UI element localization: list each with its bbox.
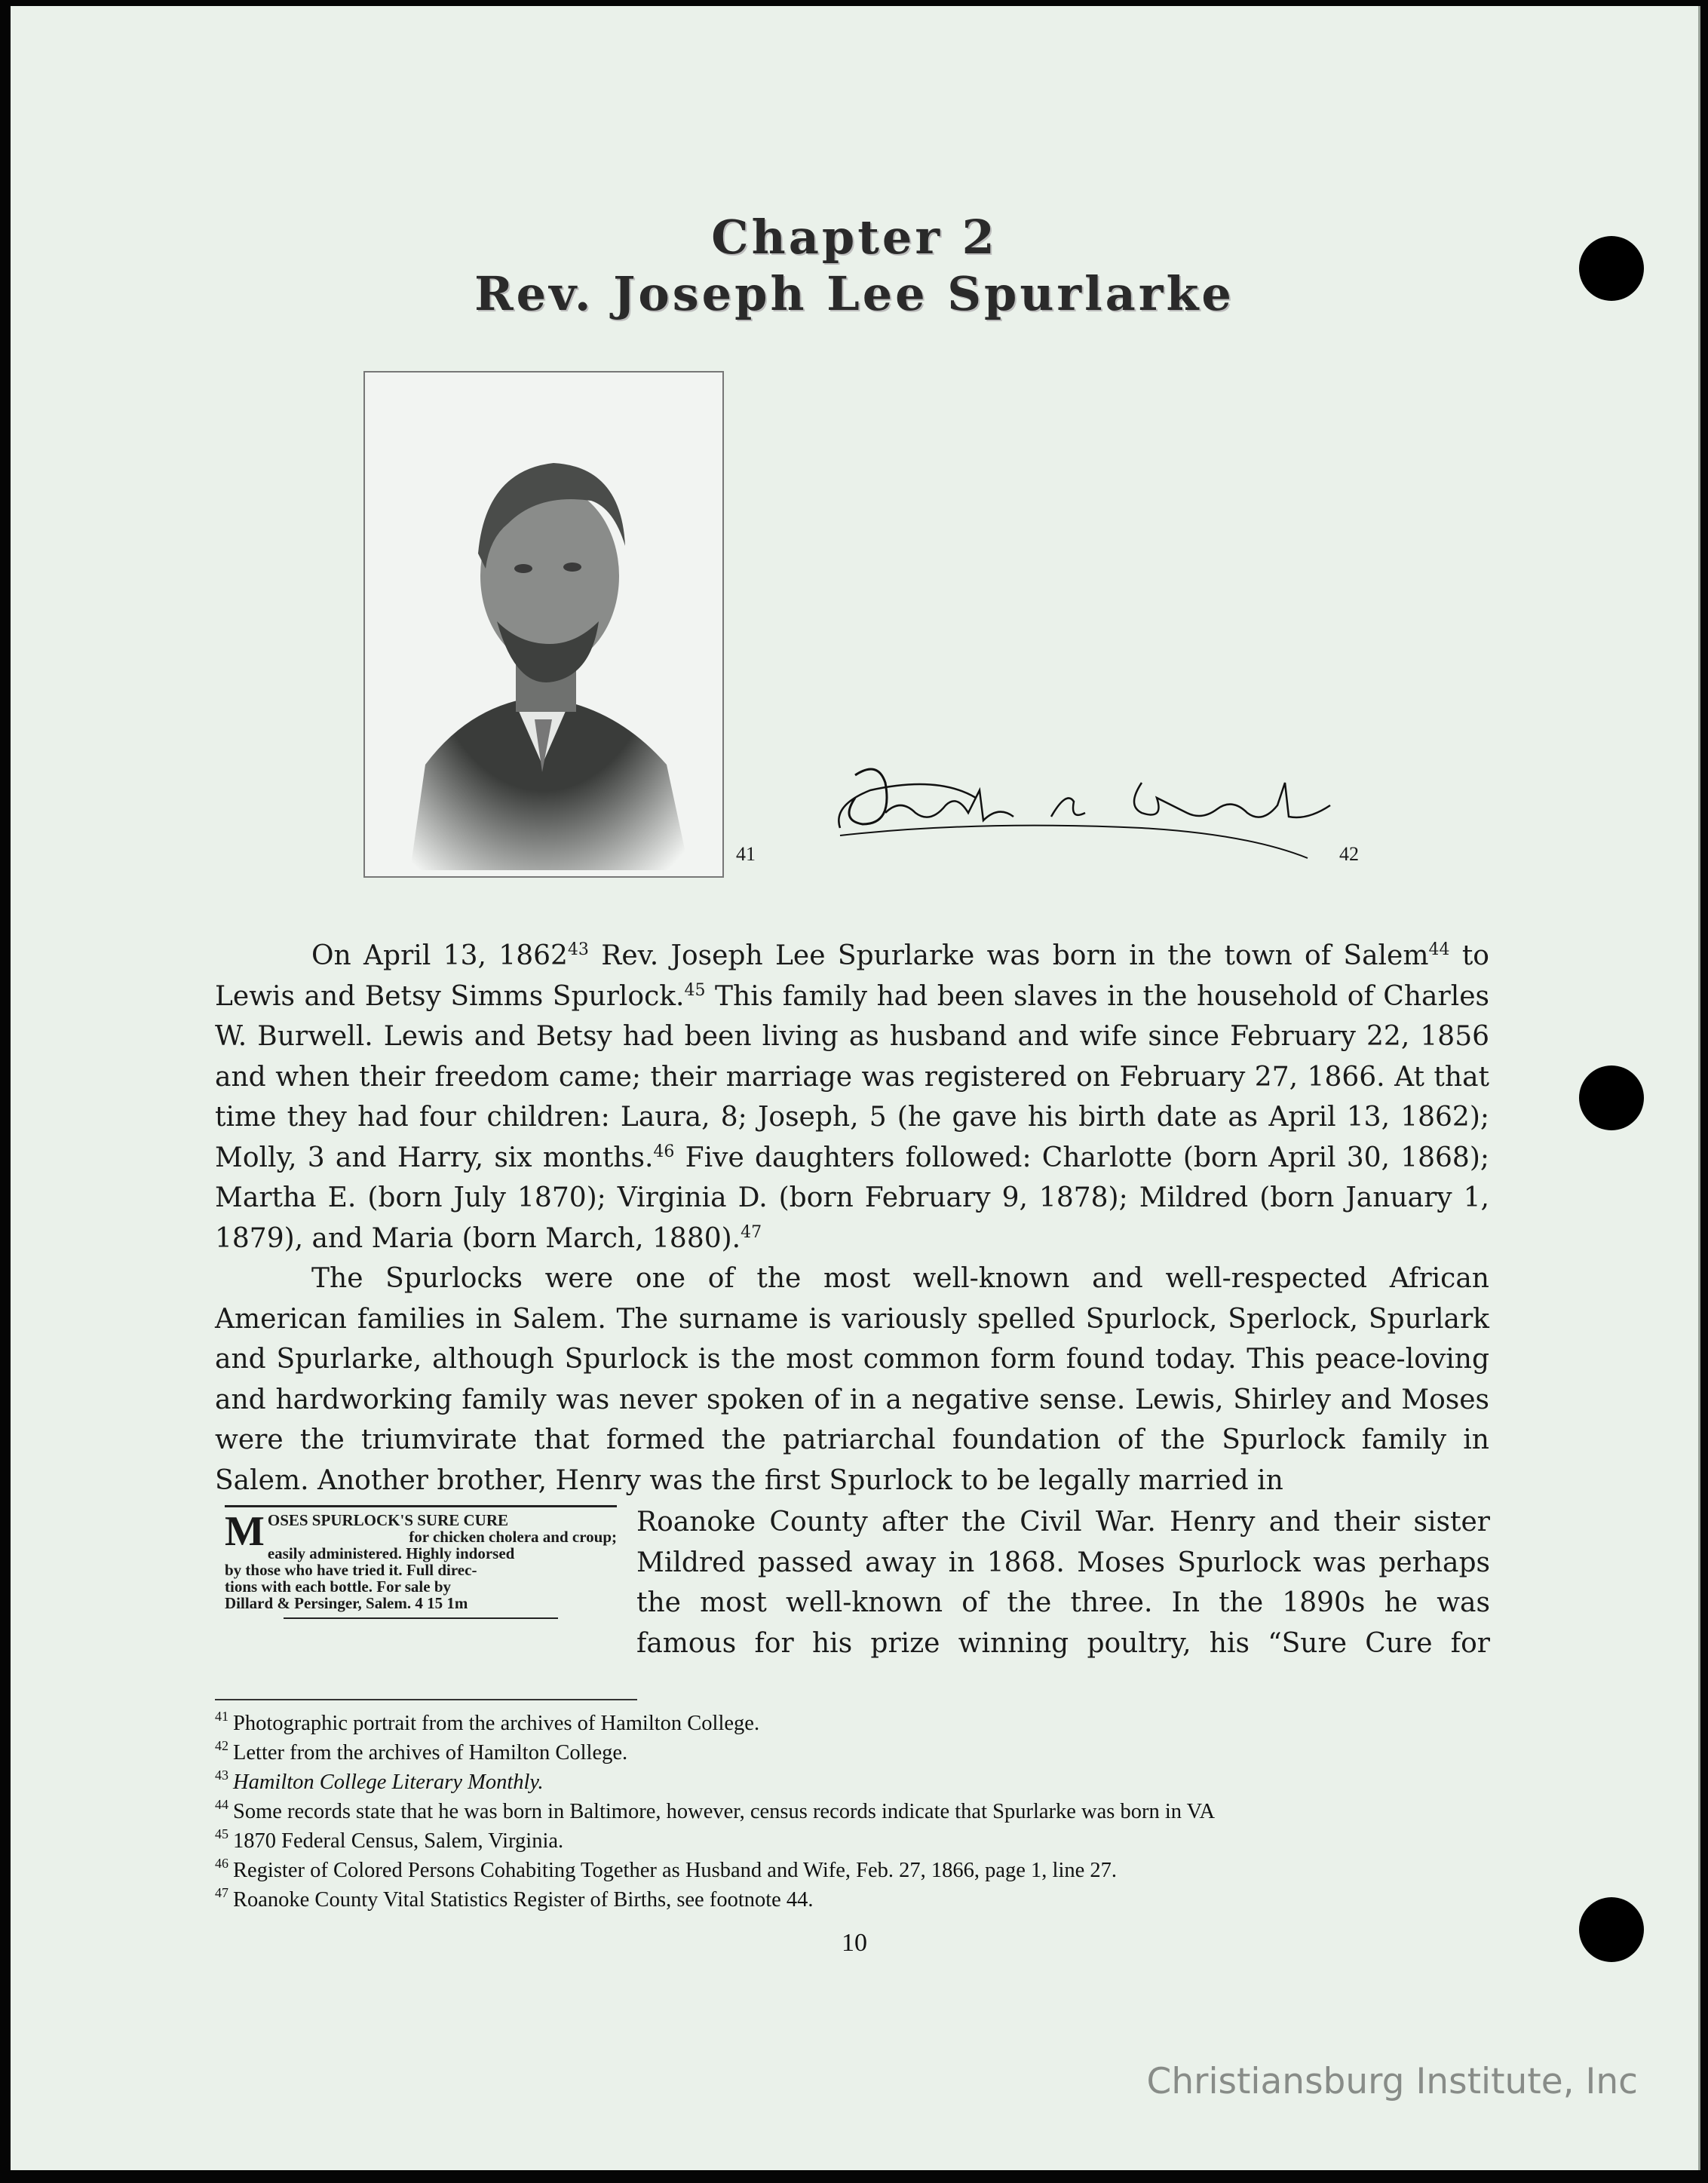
- footnote-43: [215, 1768, 1497, 1797]
- footnote-ref-47: 47: [741, 1222, 762, 1242]
- footnote-text: Hamilton College Literary Monthly.: [233, 1771, 544, 1794]
- p1-text-3: to Lewis and Betsy Simms Spurlock.: [215, 940, 1489, 1012]
- footnote-number: 44: [215, 1797, 228, 1812]
- paragraph-2: The Spurlocks were one of the most well-known and well-respected African American families in Salem. The surname is variously spelled Spurlock, Sperlock, Spurlark and Spurlarke, although Spurlock is the most common form found today. This peace-loving and hardworking family was never spoken of in a negative sense. Lewis, Shirley and Moses were the triumvirate that formed the patriarchal foundation of the Spurlock family in Salem. Another brother, Henry was the first Spurlock to be legally married in: [215, 1263, 1489, 1496]
- footnote-45: [215, 1826, 1497, 1856]
- document-page: [11, 6, 1700, 2170]
- newspaper-advertisement: [225, 1505, 617, 1626]
- footnote-text: Some records state that he was born in Baltimore, however, census records indicate that Spurlarke was born in VA: [233, 1800, 1216, 1823]
- page-number: 10: [842, 1929, 867, 1957]
- p2-cont-line-2: Mildred passed away in 1868. Moses Spurlock was perhaps: [636, 1547, 1490, 1578]
- footnote-text: 1870 Federal Census, Salem, Virginia.: [233, 1829, 564, 1853]
- paragraph-1: [215, 936, 1489, 1259]
- p2-cont-line-1: Roanoke County after the Civil War. Henry and their sister: [636, 1507, 1490, 1538]
- ad-line-6: Dillard & Persinger, Salem. 4 15 1m: [225, 1594, 468, 1612]
- ad-line-4: by those who have tried it. Full direc-: [225, 1561, 477, 1579]
- p1-text-1: On April 13, 1862: [311, 940, 568, 971]
- p2-cont-line-3: the most well-known of the three. In the 1890s he was: [636, 1587, 1490, 1618]
- footnote-46: [215, 1856, 1497, 1885]
- footnote-42: [215, 1738, 1497, 1768]
- footnote-text: Register of Colored Persons Cohabiting Together as Husband and Wife, Feb. 27, 1866, page 1, line 27.: [233, 1859, 1118, 1882]
- footnote-ref-43: 43: [567, 940, 589, 959]
- portrait-figure-number: 41: [736, 843, 756, 865]
- binder-hole-middle: [1579, 1065, 1644, 1130]
- footnote-number: 42: [215, 1738, 228, 1753]
- footnote-41: [215, 1709, 1497, 1738]
- watermark: Christiansburg Institute, Inc: [1146, 2061, 1638, 2102]
- footnote-44: [215, 1797, 1497, 1826]
- ad-line-1: OSES SPURLOCK'S SURE CURE: [267, 1511, 509, 1529]
- signature-figure-number: 42: [1339, 843, 1359, 865]
- footnote-number: 47: [215, 1885, 228, 1900]
- footnote-number: 45: [215, 1826, 228, 1841]
- signature-illustration: [825, 753, 1338, 866]
- footnote-text: Photographic portrait from the archives of Hamilton College.: [233, 1712, 760, 1735]
- p1-text-4: This family had been slaves in the household of Charles W. Burwell. Lewis and Betsy had been living as husband and wife since February 22, 1856 and when their freedom came; their marriage was registered on February 27, 1866. At that time they had four children: Laura, 8; Joseph, 5 (he gave his birth date as April 13, 1862); Molly, 3 and Harry, six months.: [215, 980, 1489, 1173]
- footnote-ref-46: 46: [653, 1142, 675, 1161]
- ad-line-5: tions with each bottle. For sale by: [225, 1577, 452, 1596]
- footnote-ref-45: 45: [684, 980, 706, 1000]
- p2-cont-line-4: famous for his prize winning poultry, his “Sure Cure for: [636, 1627, 1490, 1659]
- chapter-number: Chapter 2: [711, 210, 998, 265]
- ad-top-rule: [225, 1505, 617, 1507]
- ad-line-2: for chicken cholera and croup;: [409, 1528, 617, 1546]
- ad-dropcap: M: [225, 1508, 265, 1555]
- ad-bottom-rule: [284, 1617, 558, 1619]
- footnote-separator: [215, 1699, 637, 1700]
- portrait-photo: [363, 371, 724, 878]
- chapter-title: Rev. Joseph Lee Spurlarke: [474, 266, 1234, 321]
- signature-image: [825, 753, 1338, 866]
- footnote-number: 41: [215, 1709, 228, 1724]
- ad-line-3: easily administered. Highly indorsed: [267, 1544, 515, 1562]
- footnote-number: 43: [215, 1768, 228, 1783]
- footnote-ref-44: 44: [1428, 940, 1450, 959]
- body-text: [215, 936, 1489, 1501]
- portrait-illustration: [365, 373, 722, 876]
- footnote-number: 46: [215, 1856, 228, 1871]
- p1-text-2: Rev. Joseph Lee Spurlarke was born in the town of Salem: [588, 940, 1429, 971]
- paragraph-2-continued: [636, 1502, 1490, 1663]
- p1-text-5: Five daughters followed: Charlotte (born April 30, 1868); Martha E. (born July 1870); Virginia D. (born February 9, 1878); Mildred (born January 1, 1879), and Maria (born March, 1880).: [215, 1142, 1489, 1254]
- footnote-47: [215, 1885, 1497, 1915]
- footnotes: [215, 1709, 1497, 1915]
- footnote-text: Letter from the archives of Hamilton College.: [233, 1741, 628, 1764]
- footnote-text: Roanoke County Vital Statistics Register of Births, see footnote 44.: [233, 1888, 814, 1912]
